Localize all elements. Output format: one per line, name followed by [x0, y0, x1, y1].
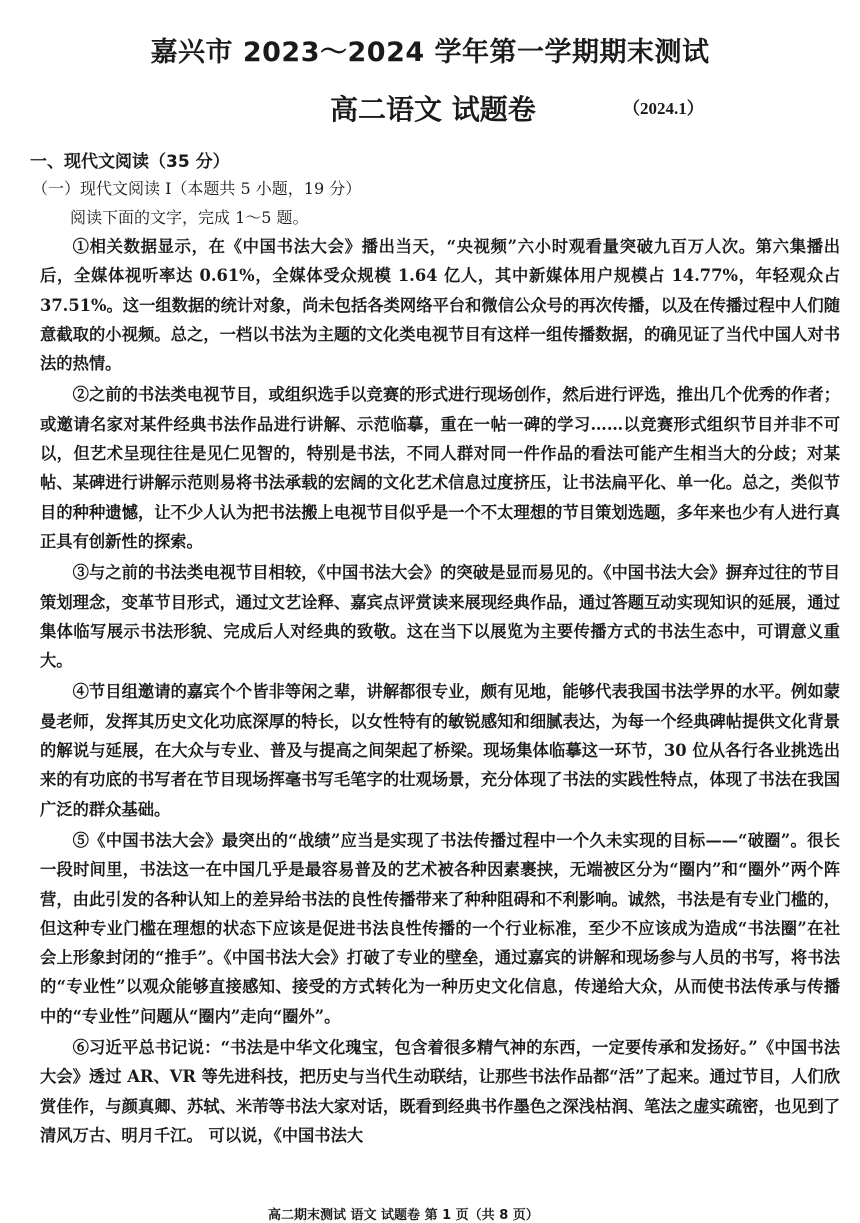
- paragraph-5: ⑤《中国书法大会》最突出的“战绩”应当是实现了书法传播过程中一个久未实现的目标——“破圈”。很长一段时间里，书法这一在中国几乎是最容易普及的艺术被各种因素裹挟，无端被区分为“圈内”和“圈外”两个阵营，由此引发的各种认知上的差异给书法的良性传播带来了种种阻碍和不利影响。诚然，书法是有专业门槛的，但这种专业门槛在理想的状态下应该是促进书法良性传播的一个行业标准，至少不应该成为造成“书法圈”在社会上形象封闭的“推手”。《中国书法大会》打破了专业的壁垒，通过嘉宾的讲解和现场参与人员的书写，将书法的“专业性”以观众能够直接感知、接受的方式转化为一种历史文化信息，传递给大众，从而使书法传承与传播中的“专业性”问题从“圈内”走向“圈外”。: [40, 830, 840, 1026]
- exam-subtitle: 高二语文 试题卷: [330, 93, 536, 126]
- subsection-heading: （一）现代文阅读 I（本题共 5 小题，19 分）: [32, 179, 362, 198]
- paragraph-2: ②之前的书法类电视节目，或组织选手以竞赛的形式进行现场创作，然后进行评选，推出几个优秀的作者；或邀请名家对某件经典书法作品进行讲解、示范临摹，重在一帖一碑的学习……以竞赛形式组织节目并非不可以，但艺术呈现往往是见仁见智的，特别是书法，不同人群对同一件作品的看法可能产生相当大的分歧；对某帖、某碑进行讲解示范则易将书法承载的宏阔的文化艺术信息过度挤压，让书法扁平化、单一化。总之，类似节目的种种遗憾，让不少人认为把书法搬上电视节目似乎是一个不太理想的节目策划选题，多年来也少有人进行真正具有创新性的探索。: [40, 385, 840, 551]
- reading-instruction: 阅读下面的文字，完成 1～5 题。: [70, 208, 309, 227]
- page-footer: 高二期末测试 语文 试题卷 第 1 页（共 8 页）: [268, 1208, 539, 1223]
- paragraph-3: ③与之前的书法类电视节目相较，《中国书法大会》的突破是显而易见的。《中国书法大会》摒弃过往的节目策划理念，变革节目形式，通过文艺诠释、嘉宾点评赏读来展现经典作品，通过答题互动实现知识的延展，通过集体临写展示书法形貌、完成后人对经典的致敬。这在当下以展览为主要传播方式的书法生态中，可谓意义重大。: [40, 563, 840, 671]
- exam-title: 嘉兴市 2023～2024 学年第一学期期末测试: [150, 37, 710, 68]
- paragraph-4: ④节目组邀请的嘉宾个个皆非等闲之辈，讲解都很专业，颇有见地，能够代表我国书法学界的水平。例如蒙曼老师，发挥其历史文化功底深厚的特长，以女性特有的敏锐感知和细腻表达，为每一个经典碑帖提供文化背景的解说与延展，在大众与专业、普及与提高之间架起了桥梁。现场集体临摹这一环节，30 位从各行各业挑选出来的有功底的书写者在节目现场挥毫书写毛笔字的壮观场景，充分体现了书法的实践性特点，体现了书法在我国广泛的群众基础。: [40, 682, 840, 819]
- section-heading: 一、现代文阅读（35 分）: [30, 152, 230, 172]
- paragraph-6: ⑥习近平总书记说：“书法是中华文化瑰宝，包含着很多精气神的东西，一定要传承和发扬好。”《中国书法大会》透过 AR、VR 等先进科技，把历史与当代生动联结，让那些书法作品都“活”了起来。通过节目，人们欣赏佳作，与颜真卿、苏轼、米芾等书法大家对话，既看到经典书作墨色之深浅枯润、笔法之虚实疏密，也见到了清风万古、明月千江。 可以说，《中国书法大: [40, 1038, 840, 1145]
- exam-date: （2024.1）: [623, 99, 704, 118]
- reading-article: [40, 232, 840, 1152]
- paragraph-1: ①相关数据显示，在《中国书法大会》播出当天，“央视频”六小时观看量突破九百万人次。第六集播出后，全媒体视听率达 0.61%，全媒体受众规模 1.64 亿人，其中新媒体用户规模占 14.77%，年轻观众占 37.51%。这一组数据的统计对象，尚未包括各类网络平台和微信公众号的再次传播，以及在传播过程中人们随意截取的小视频。总之，一档以书法为主题的文化类电视节目有这样一组传播数据，的确见证了当代中国人对书法的热情。: [40, 237, 840, 374]
- exam-subtitle-row: [0, 88, 860, 126]
